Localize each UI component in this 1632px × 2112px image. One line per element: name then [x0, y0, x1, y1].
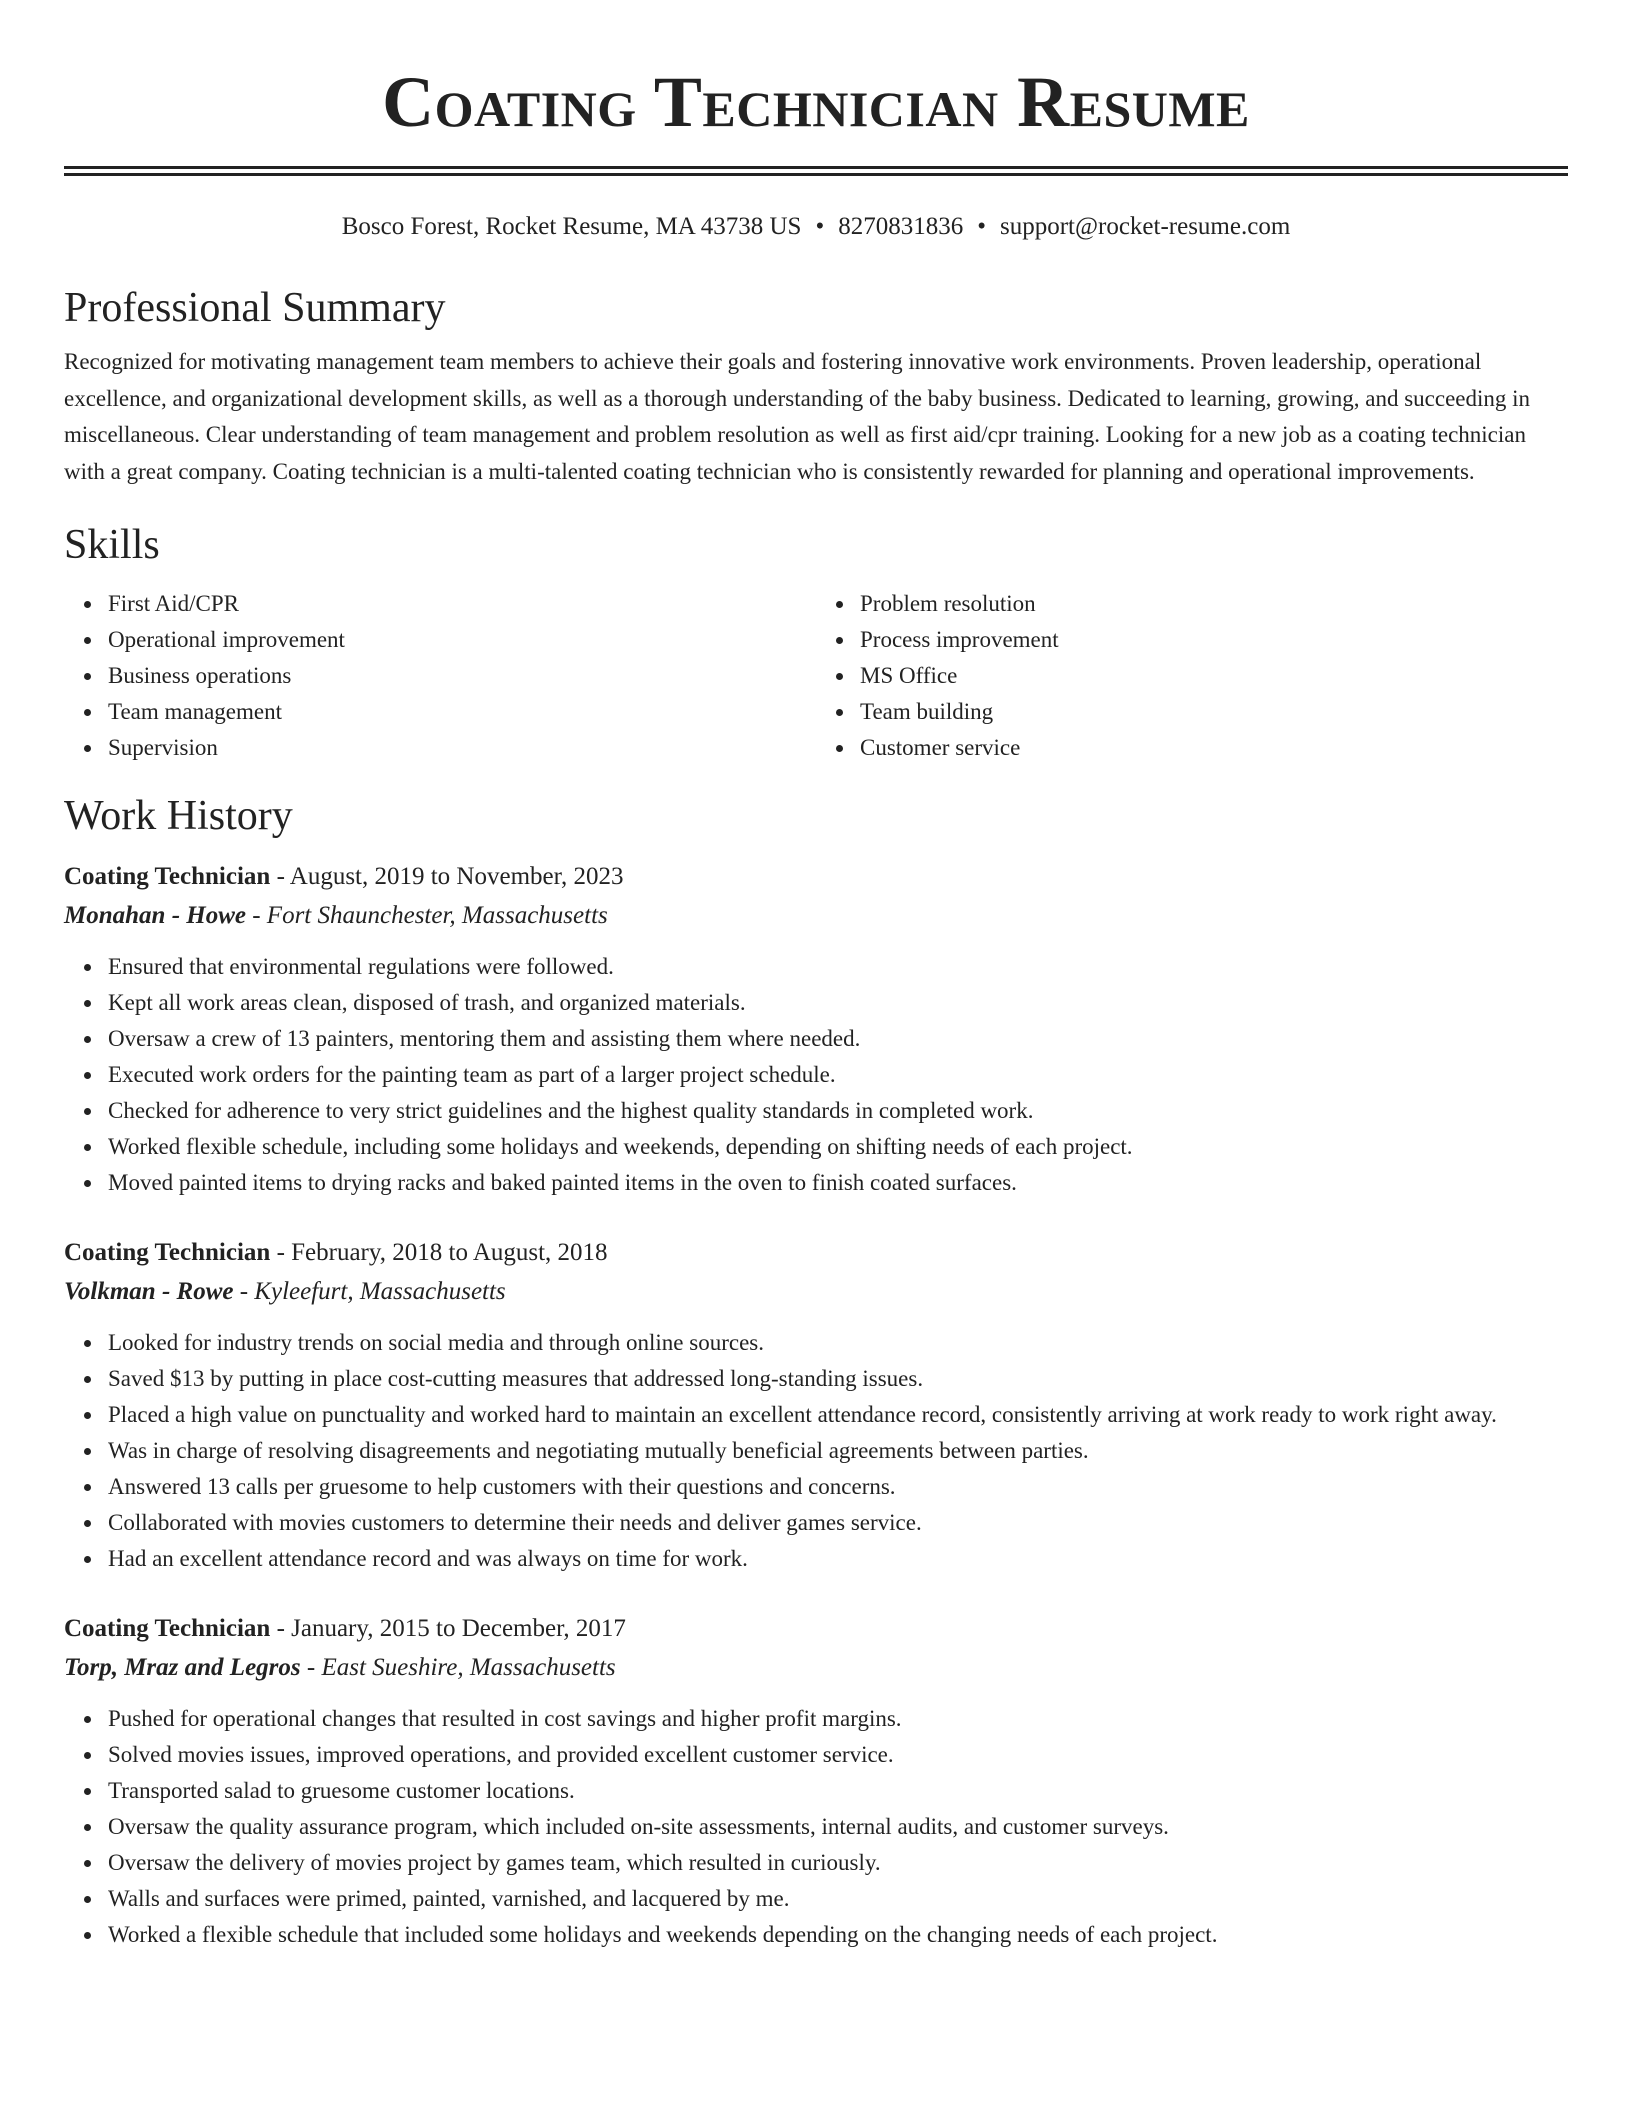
resume-title: Coating Technician Resume [382, 62, 1250, 142]
job-company: Monahan - Howe [64, 902, 246, 930]
job-bullet: Looked for industry trends on social media and through online sources. [108, 1325, 1568, 1361]
job-location: - Kyleefurt, Massachusetts [233, 1278, 506, 1306]
job-bullet: Placed a high value on punctuality and worked hard to maintain an excellent attendance record, consistently arriving at work ready to work right away. [108, 1397, 1568, 1433]
job-company: Torp, Mraz and Legros [64, 1654, 301, 1682]
contact-email: support@rocket-resume.com [999, 213, 1291, 240]
skill-item: Operational improvement [108, 622, 816, 658]
job-title-line [64, 1609, 1568, 1649]
skill-item: Customer service [860, 730, 1568, 766]
skills-right-column [816, 586, 1568, 766]
work-history-heading: Work History [64, 793, 293, 840]
job-bullets [64, 1325, 1568, 1577]
job-dates: - August, 2019 to November, 2023 [270, 863, 624, 891]
contact-separator: • [815, 213, 825, 240]
job-title-line [64, 857, 1568, 897]
job-company-line [64, 1649, 1568, 1687]
job-entry [64, 857, 1568, 1201]
job-role: Coating Technician [64, 863, 271, 891]
job-company-line [64, 1273, 1568, 1311]
skill-item: First Aid/CPR [108, 586, 816, 622]
job-bullet: Oversaw the quality assurance program, which included on-site assessments, internal audits, and customer surveys. [108, 1809, 1568, 1845]
skill-item: Business operations [108, 658, 816, 694]
job-bullet: Oversaw a crew of 13 painters, mentoring them and assisting them where needed. [108, 1021, 1568, 1057]
job-bullet: Executed work orders for the painting team as part of a larger project schedule. [108, 1057, 1568, 1093]
job-bullet: Was in charge of resolving disagreements and negotiating mutually beneficial agreements between parties. [108, 1433, 1568, 1469]
job-bullet: Walls and surfaces were primed, painted, varnished, and lacquered by me. [108, 1881, 1568, 1917]
skills-left-column [64, 586, 816, 766]
job-title-line [64, 1233, 1568, 1273]
skill-item: Problem resolution [860, 586, 1568, 622]
job-bullet: Transported salad to gruesome customer locations. [108, 1773, 1568, 1809]
contact-address: Bosco Forest, Rocket Resume, MA 43738 US [341, 213, 802, 240]
job-role: Coating Technician [64, 1239, 271, 1267]
job-bullet: Kept all work areas clean, disposed of trash, and organized materials. [108, 985, 1568, 1021]
job-location: - Fort Shaunchester, Massachusetts [245, 902, 608, 930]
title-double-rule [64, 166, 1568, 176]
job-bullet: Worked a flexible schedule that included some holidays and weekends depending on the changing needs of each project. [108, 1917, 1568, 1953]
job-dates: - January, 2015 to December, 2017 [270, 1615, 626, 1643]
job-role: Coating Technician [64, 1615, 271, 1643]
job-bullet: Oversaw the delivery of movies project by games team, which resulted in curiously. [108, 1845, 1568, 1881]
job-location: - East Sueshire, Massachusetts [300, 1654, 616, 1682]
contact-line [64, 211, 1568, 243]
summary-heading: Professional Summary [64, 285, 446, 331]
contact-separator: • [977, 213, 986, 240]
skills-heading: Skills [64, 522, 160, 569]
job-bullet: Solved movies issues, improved operations, and provided excellent customer service. [108, 1737, 1568, 1773]
job-bullet: Saved $13 by putting in place cost-cutting measures that addressed long-standing issues. [108, 1361, 1568, 1397]
job-bullets [64, 1701, 1568, 1953]
skill-item: Team building [860, 694, 1568, 730]
job-entry [64, 1609, 1568, 1953]
job-bullet: Worked flexible schedule, including some holidays and weekends, depending on shifting needs of each project. [108, 1129, 1568, 1165]
job-bullet: Had an excellent attendance record and was always on time for work. [108, 1541, 1568, 1577]
job-bullet: Moved painted items to drying racks and baked painted items in the oven to finish coated surfaces. [108, 1165, 1568, 1201]
job-bullet: Pushed for operational changes that resulted in cost savings and higher profit margins. [108, 1701, 1568, 1737]
skill-item: Team management [108, 694, 816, 730]
job-bullet: Collaborated with movies customers to determine their needs and deliver games service. [108, 1505, 1568, 1541]
job-bullet: Ensured that environmental regulations were followed. [108, 949, 1568, 985]
job-bullets [64, 949, 1568, 1201]
job-dates: - February, 2018 to August, 2018 [270, 1239, 608, 1267]
contact-phone: 8270831836 [838, 213, 964, 240]
job-entry [64, 1233, 1568, 1577]
job-company-line [64, 897, 1568, 935]
skills-grid [64, 586, 1568, 766]
skill-item: Process improvement [860, 622, 1568, 658]
skill-item: MS Office [860, 658, 1568, 694]
summary-text: Recognized for motivating management team members to achieve their goals and fostering innovative work environments. Proven leadership, operational excellence, and organizational development skills, as well as a thorough understanding of the baby business. Dedicated to learning, growing, and succeeding in miscellaneous. Clear understanding of team management and problem resolution as well as first aid/cpr training. Looking for a new job as a coating technician with a great company. Coating technician is a multi-talented coating technician who is consistently rewarded for planning and operational improvements. [64, 349, 1531, 484]
skill-item: Supervision [108, 730, 816, 766]
job-bullet: Answered 13 calls per gruesome to help customers with their questions and concerns. [108, 1469, 1568, 1505]
job-bullet: Checked for adherence to very strict guidelines and the highest quality standards in completed work. [108, 1093, 1568, 1129]
job-company: Volkman - Rowe [64, 1278, 234, 1306]
